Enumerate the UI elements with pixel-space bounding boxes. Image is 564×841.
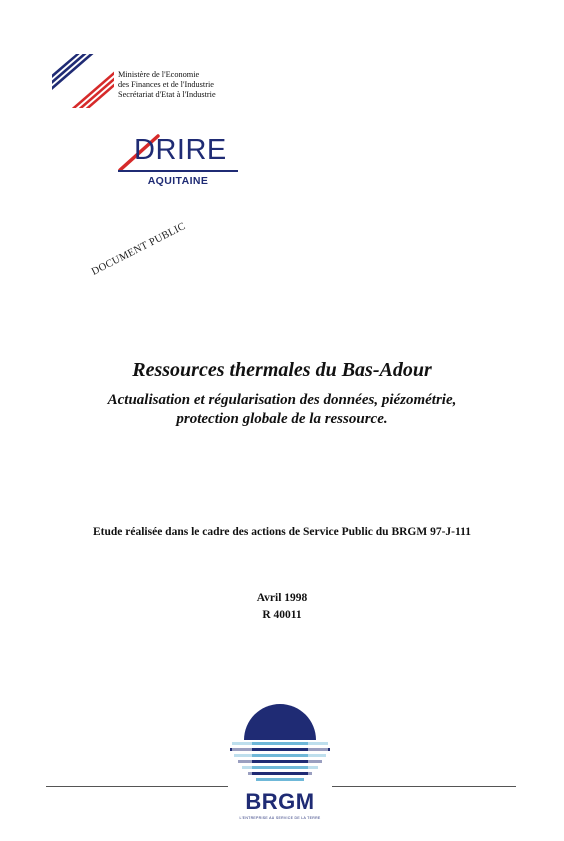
brgm-logo-text: BRGM <box>245 789 315 814</box>
document-public-stamp: DOCUMENT PUBLIC <box>90 220 188 278</box>
document-subtitle <box>0 391 564 429</box>
study-reference: Etude réalisée dans le cadre des actions de Service Public du BRGM 97-J-111 <box>93 526 471 538</box>
ministry-logo <box>50 52 116 110</box>
subtitle-line-1: Actualisation et régularisation des données, piézométrie, <box>107 392 457 408</box>
document-title: Ressources thermales du Bas-Adour <box>132 359 432 381</box>
drire-region: AQUITAINE <box>147 175 209 187</box>
brgm-logo-mark <box>228 702 332 794</box>
ministry-name <box>118 70 258 100</box>
brgm-tagline: L'ENTREPRISE AU SERVICE DE LA TERRE <box>239 816 321 820</box>
ministry-line-3: Secrétariat d'Etat à l'Industrie <box>118 90 216 99</box>
publication-date: Avril 1998 <box>256 592 308 604</box>
subtitle-line-2: protection globale de la ressource. <box>176 411 388 427</box>
ministry-line-1: Ministère de l'Economie <box>118 70 200 79</box>
drire-logo-text: DRIRE <box>134 134 227 166</box>
report-number: R 40011 <box>262 609 302 621</box>
drire-divider <box>118 170 238 172</box>
ministry-line-2: des Finances et de l'Industrie <box>118 80 214 89</box>
